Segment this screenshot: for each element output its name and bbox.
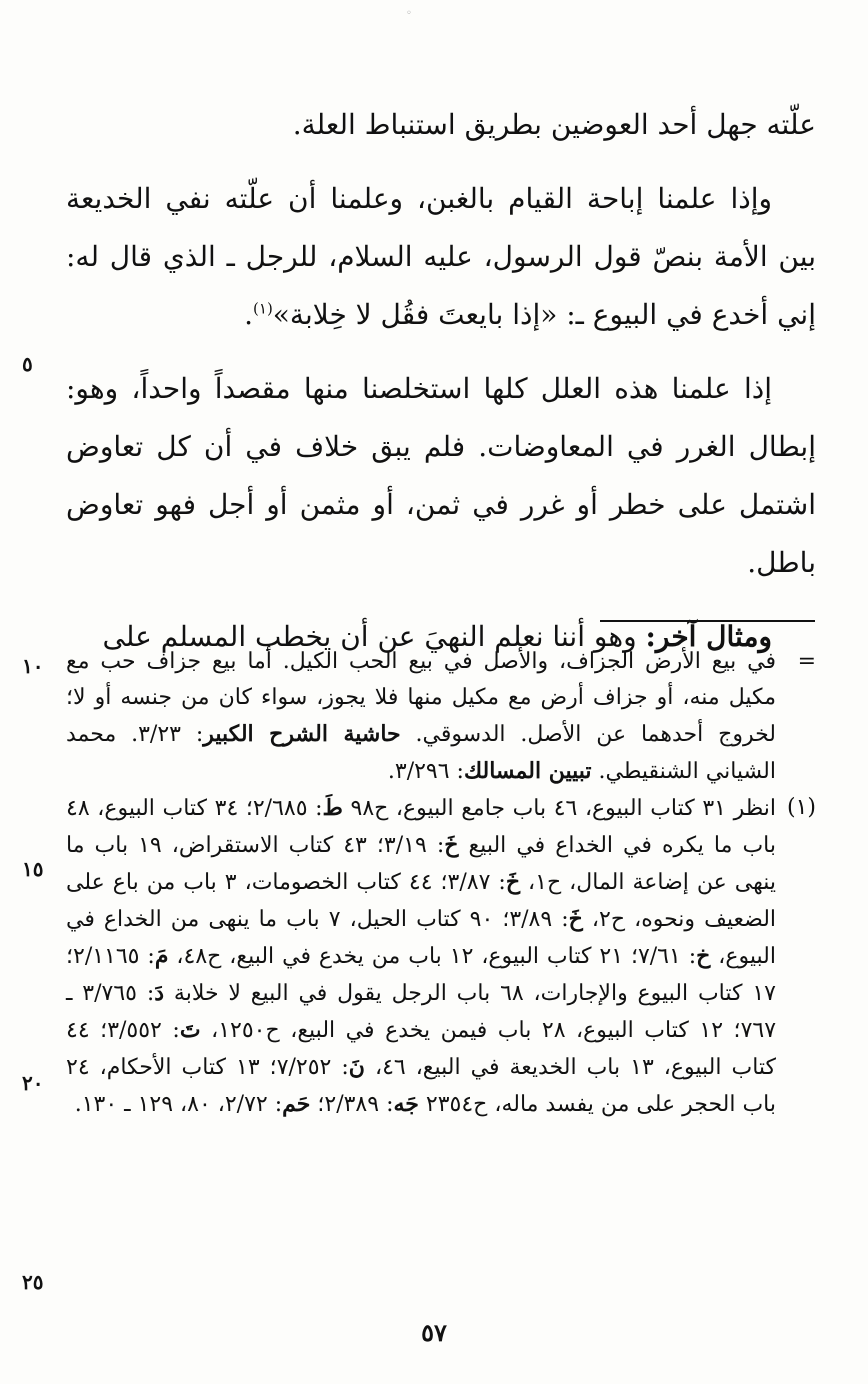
line-number: ١٥ bbox=[22, 857, 44, 881]
footnote-ref: (١) bbox=[253, 299, 273, 318]
bold-term: طَ bbox=[322, 795, 343, 821]
footnote bbox=[66, 790, 816, 1123]
text-run: : ٢/٦٨٥؛ ٣٤ كتاب البيوع، ٤٨ باب ما يكره في الخداع في البيع bbox=[66, 796, 776, 858]
text-run: : ٧/٢٥٢؛ ١٣ كتاب الأحكام، ٢٤ باب الحجر على من يفسد ماله، ح٢٣٥٤ bbox=[66, 1055, 776, 1117]
footnote bbox=[66, 644, 816, 790]
line-number: ٢٥ bbox=[22, 1270, 44, 1294]
bold-term: خَ bbox=[568, 906, 583, 932]
paragraph bbox=[66, 170, 816, 344]
footnote-marker: (١) bbox=[786, 795, 816, 820]
page-number: ٥٧ bbox=[421, 1318, 447, 1347]
bold-term: مَ bbox=[154, 943, 169, 969]
main-text bbox=[66, 96, 816, 666]
footnote-marker: = bbox=[797, 649, 816, 674]
bold-term: تَ bbox=[179, 1017, 201, 1043]
text-run: وهو أننا نعلم النهيَ عن أن يخطب المسلم على bbox=[102, 620, 646, 653]
footnote-text bbox=[66, 644, 776, 790]
text-run: : ٢/٧٢، ٨٠، ١٢٩ ـ ١٣٠. bbox=[74, 1092, 283, 1117]
text-run: : ٣/٥٥٢؛ ٤٤ كتاب البيوع، ١٣ باب الخديعة في البيع، ٤٦، bbox=[66, 1018, 777, 1080]
bold-term: دَ bbox=[154, 980, 165, 1006]
bold-term: خ bbox=[696, 943, 711, 969]
footnotes bbox=[66, 644, 816, 1123]
text-run: : ٣/١٩؛ ٤٣ كتاب الاستقراض، ١٩ باب ما ينهى عن إضاعة المال، ح١، bbox=[66, 833, 777, 895]
text-run: إذا علمنا هذه العلل كلها استخلصنا منها مقصداً واحداً، وهو: إبطال الغرر في المعاوضات. فلم يبق خلاف في أن كل تعاوض اشتمل على خطر أو غرر في ثمن، أو مثمن أو أجل فهو تعاوض باطل. bbox=[66, 372, 816, 579]
bold-term: حَم bbox=[282, 1091, 311, 1117]
line-number: ٢٠ bbox=[22, 1071, 44, 1095]
bold-term: ومثال آخر: bbox=[645, 620, 772, 653]
text-run: : ٣/٢٩٦. bbox=[387, 759, 464, 784]
bold-term: تبيين المسالك bbox=[463, 758, 592, 784]
footnote-text bbox=[66, 790, 776, 1123]
text-run: : ٢/٣٨٩؛ bbox=[310, 1092, 394, 1117]
text-run: انظر ٣١ كتاب البيوع، ٤٦ باب جامع البيوع، ح٩٨ bbox=[342, 796, 776, 821]
text-run: : ٣/٨٩؛ ٩٠ كتاب الحيل، ٧ باب ما ينهى من الخداع في البيوع، bbox=[66, 907, 776, 969]
text-run: وإذا علمنا إباحة القيام بالغبن، وعلمنا أن علّته نفي الخديعة بين الأمة بنصّ قول الرسول، عليه السلام، للرجل ـ الذي قال له: إني أخدع في البيوع ـ: «إذا بايعتَ فقُل لا خِلابة» bbox=[66, 182, 816, 331]
line-number: ١٠ bbox=[22, 654, 44, 678]
text-run: . bbox=[244, 298, 254, 331]
text-run: علّته جهل أحد العوضين بطريق استنباط العلة. bbox=[292, 108, 816, 141]
text-run: : ٣/٨٧؛ ٤٤ كتاب الخصومات، ٣ باب من باع على الضعيف ونحوه، ح٢، bbox=[66, 870, 777, 932]
text-run: : ٣/٧٦٥ ـ ٧٦٧؛ ١٢ كتاب البيوع، ٢٨ باب فيمن يخدع في البيع، ح١٢٥٠، bbox=[66, 981, 777, 1043]
bold-term: خَ bbox=[505, 869, 521, 895]
bold-term: خَ bbox=[444, 832, 459, 858]
paragraph bbox=[66, 96, 816, 154]
paragraph bbox=[66, 360, 816, 592]
text-run: : ٣/٢٣. محمد الشياني الشنقيطي. bbox=[66, 722, 776, 784]
bold-term: نَ bbox=[348, 1054, 365, 1080]
text-run: : ٧/٦١؛ ٢١ كتاب البيوع، ١٢ باب من يخدع في البيع، ح٤٨، bbox=[168, 944, 697, 969]
bold-term: جَه bbox=[393, 1091, 419, 1117]
text-run: : ٢/١١٦٥؛ ١٧ كتاب البيوع والإجارات، ٦٨ باب الرجل يقول في البيع لا خلابة bbox=[66, 944, 776, 1006]
top-mark: ◦ bbox=[406, 8, 412, 19]
text-run: في بيع الأرض الجزاف، والأصل في بيع الحب الكيل. أما بيع جزاف حب مع مكيل منه، أو جزاف أرض مع مكيل منها فلا يجوز، سواء كان من جنسه أو لا؛ لخروج أحدهما عن الأصل. الدسوقي. bbox=[66, 649, 776, 747]
line-number: ٥ bbox=[22, 352, 33, 376]
footnote-separator bbox=[600, 620, 815, 622]
bold-term: حاشية الشرح الكبير bbox=[203, 721, 401, 747]
